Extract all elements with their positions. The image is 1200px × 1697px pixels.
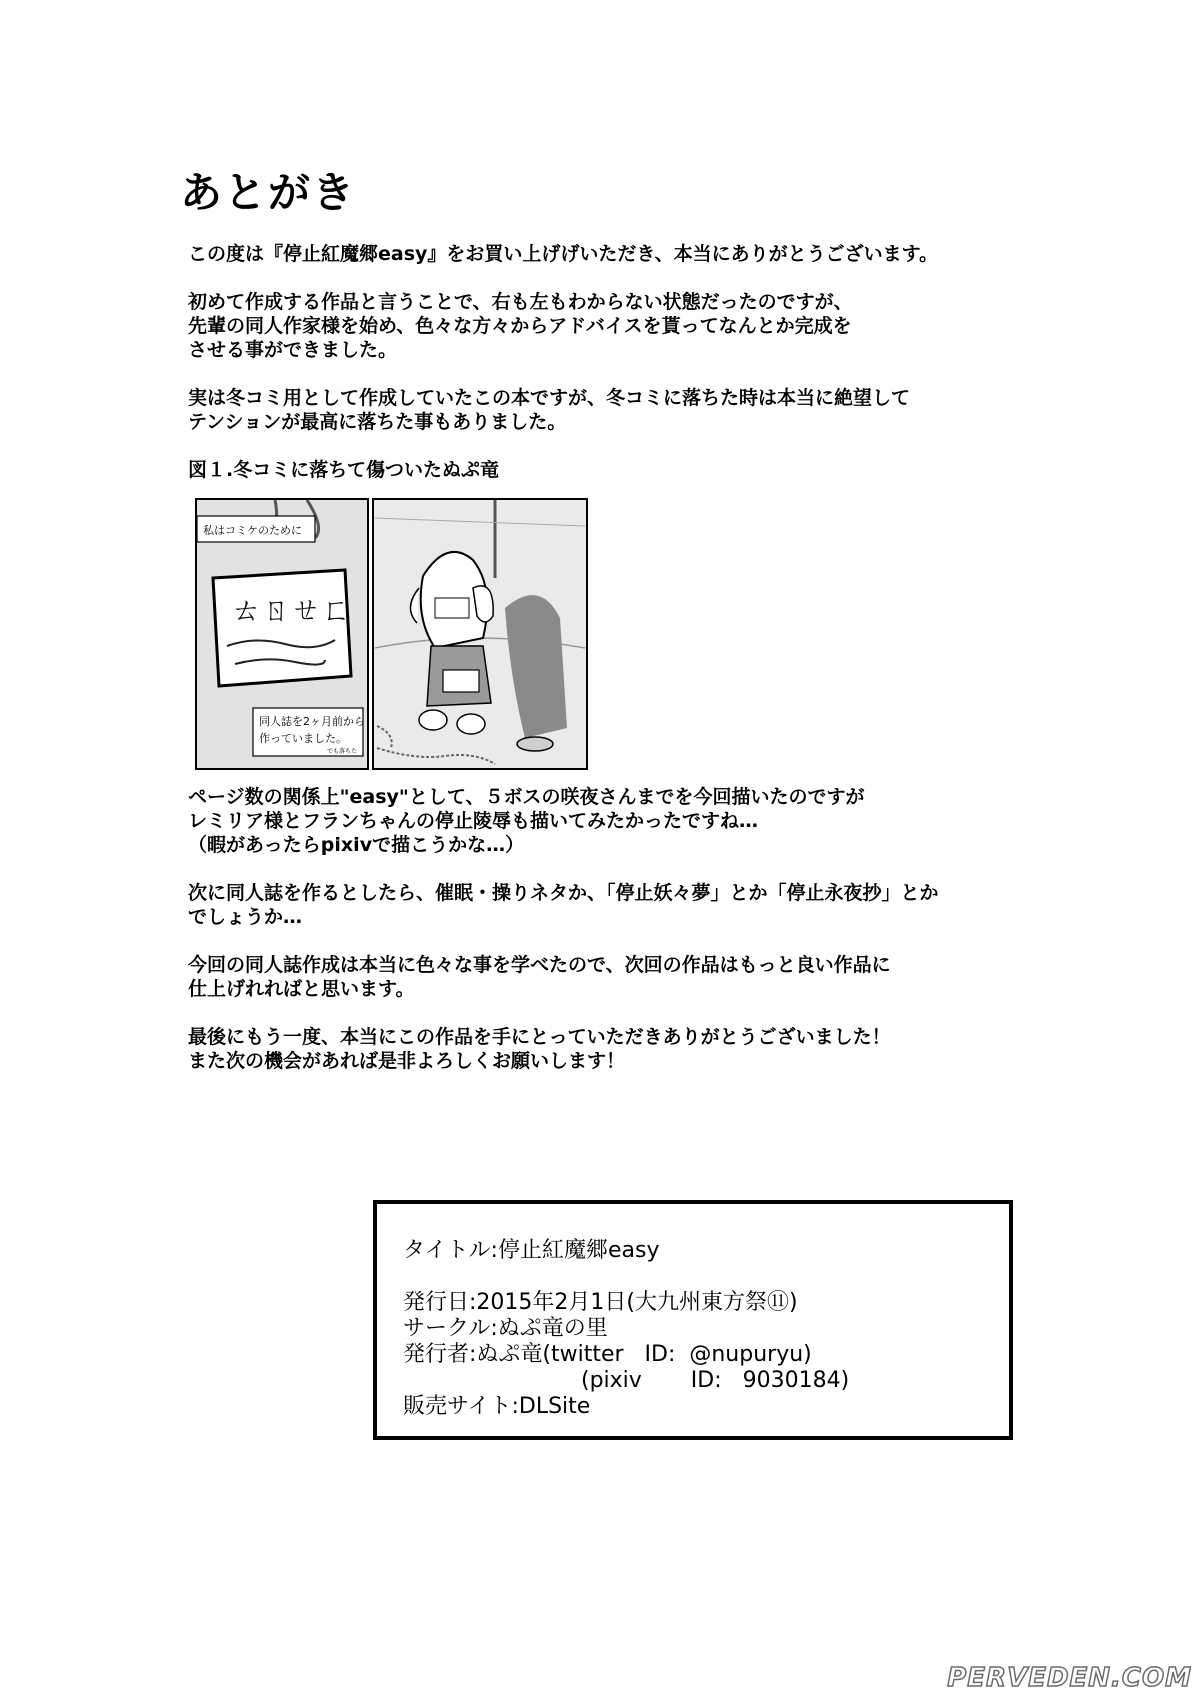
paragraph-next-work <box>188 881 1068 929</box>
figure-caption <box>188 458 1068 482</box>
paragraph-final-thanks <box>188 1025 1068 1073</box>
panel-small-note: でも落ちた <box>327 748 358 755</box>
panel-caption-bottom-line1: 同人誌を2ヶ月前から <box>259 715 365 728</box>
manga-panel-right <box>373 499 587 769</box>
text-line: 実は冬コミ用として作成していたこの本ですが、冬コミに落ちた時は本当に絶望して <box>188 387 911 409</box>
text-line: 次に同人誌を作るとしたら、催眠・操りネタか、「停止妖々夢」とか「停止永夜抄」とか <box>188 882 939 904</box>
paragraph-page-count <box>188 785 1068 857</box>
panel-caption-bottom-line2: 作っていました。 <box>259 732 347 745</box>
colophon-publisher: 発行者:ぬぷ竜(twitter ID: @nupuryu) <box>403 1342 812 1367</box>
colophon-shop: 販売サイト:DLSite <box>403 1394 591 1419</box>
text-line: でしょうか… <box>188 906 303 928</box>
colophon-pixiv: (pixiv ID: 9030184) <box>581 1368 850 1393</box>
panel-caption-top: 私はコミケのために <box>203 524 302 537</box>
colophon-title: タイトル:停止紅魔郷easy <box>403 1238 660 1263</box>
manga-panel-left <box>196 499 368 769</box>
afterword-intro <box>188 242 1068 506</box>
sign-glyphs: ㄊㄖㄝㄈ <box>231 593 351 628</box>
paragraph-first-work <box>188 290 1068 362</box>
paragraph-winter-comiket <box>188 386 1068 434</box>
text-line: テンションが最高に落ちた事もありました。 <box>188 411 567 433</box>
text-line: この度は『停止紅魔郷easy』をお買い上げげいただき、本当にありがとうございます。 <box>188 243 939 265</box>
paragraph-thanks <box>188 242 1068 266</box>
text-line: 今回の同人誌作成は本当に色々な事を学べたので、次回の作品はもっと良い作品に <box>188 954 891 976</box>
text-line: ページ数の関係上"easy"として、５ボスの咲夜さんまでを今回描いたのですが <box>188 786 865 808</box>
colophon-circle: サークル:ぬぷ竜の里 <box>403 1316 608 1341</box>
text-line: また次の機会があれば是非よろしくお願いします！ <box>188 1050 626 1072</box>
text-line: 最後にもう一度、本当にこの作品を手にとっていただきありがとうございました！ <box>188 1026 891 1048</box>
manga-figure <box>195 498 589 770</box>
text-line: 先輩の同人作家様を始め、色々な方々からアドバイスを貰ってなんとか完成を <box>188 315 852 337</box>
afterword-closing <box>188 785 1068 1097</box>
watermark: PERVEDEN.COM <box>947 1663 1192 1693</box>
text-line: 仕上げれればと思います。 <box>188 978 415 1000</box>
text-line: レミリア様とフランちゃんの停止陵辱も描いてみたかったですね… <box>188 810 759 832</box>
page-title: あとがき <box>180 168 357 217</box>
colophon-box <box>373 1200 1013 1440</box>
text-line: 初めて作成する作品と言うことで、右も左もわからない状態だったのですが、 <box>188 291 853 313</box>
text-line: （暇があったらpixivで描こうかな…） <box>188 834 525 856</box>
text-line: 図１.冬コミに落ちて傷ついたぬぷ竜 <box>188 459 500 481</box>
paragraph-lessons <box>188 953 1068 1001</box>
colophon-date: 発行日:2015年2月1日(大九州東方祭⑪) <box>403 1290 798 1315</box>
text-line: させる事ができました。 <box>188 339 398 361</box>
